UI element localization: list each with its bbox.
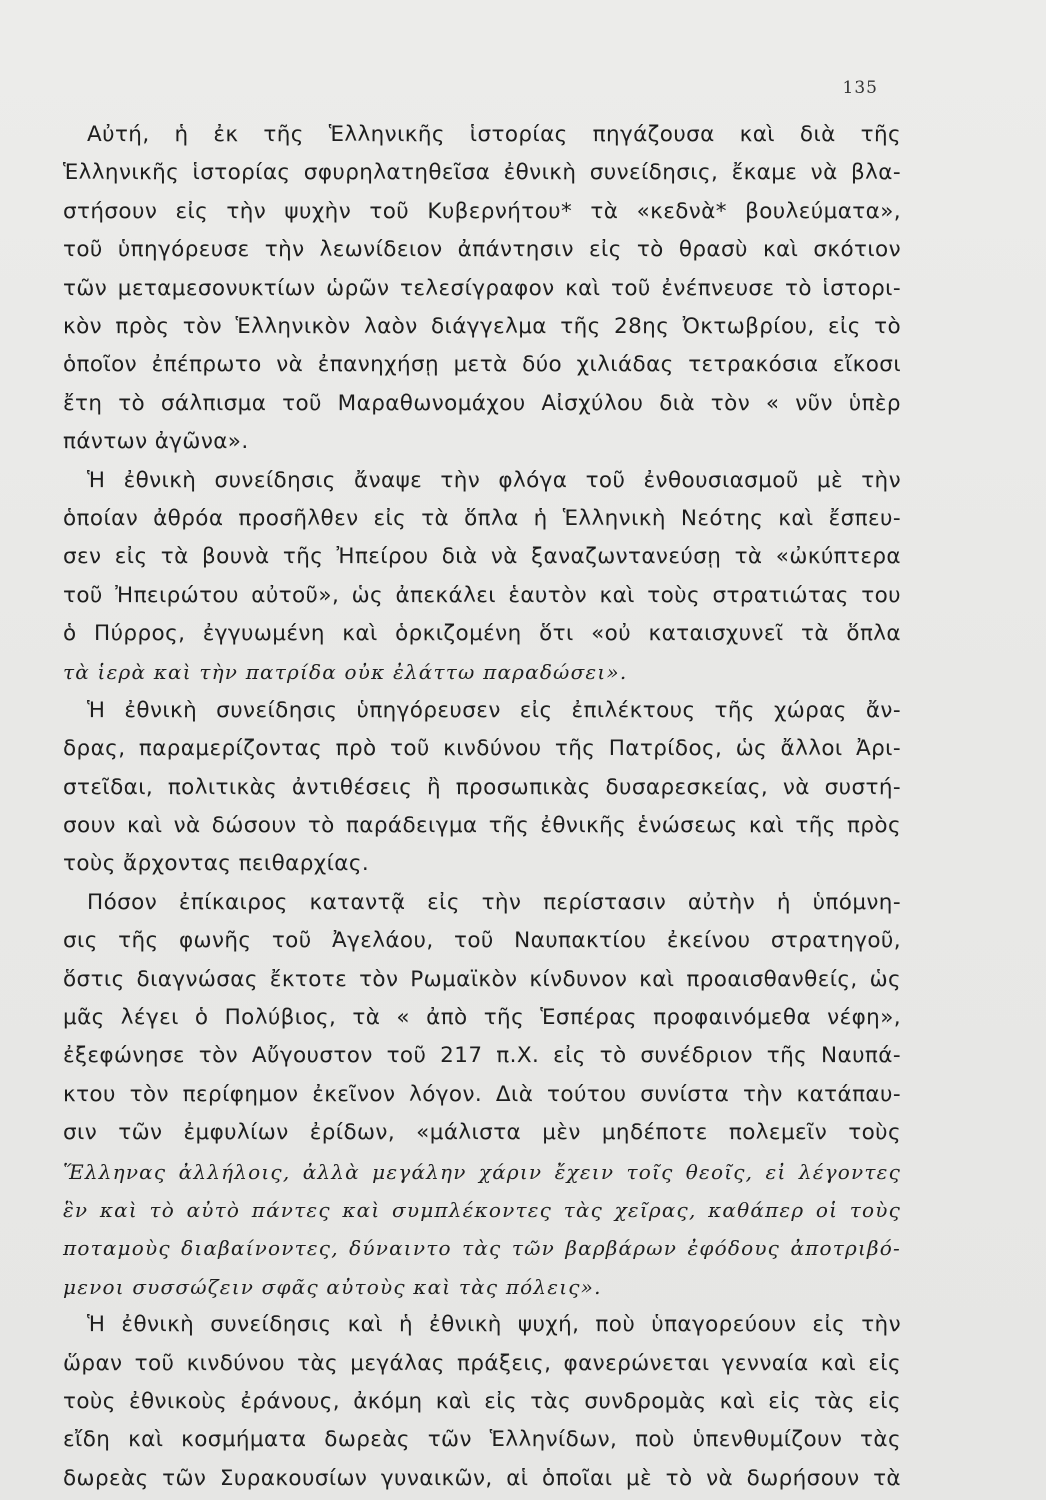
text-line: Πόσον ἐπίκαιρος καταντᾷ εἰς τὴν περίστασιν αὐτὴν ἡ ὑπόμνη- [87,889,901,915]
text-line: Ἡ ἐθνικὴ συνείδησις ὑπηγόρευσεν εἰς ἐπιλέκτους τῆς χώρας ἄν- [87,697,901,723]
text-line: δωρεὰς τῶν Συρακουσίων γυναικῶν, αἱ ὁποῖαι μὲ τὸ νὰ δωρήσουν τὰ [63,1465,901,1491]
text-line: Ἕλληνας ἀλλήλοις, ἀλλὰ μεγάλην χάριν ἔχειν τοῖς θεοῖς, εἰ λέγοντες [63,1159,901,1184]
text-line: Ἡ ἐθνικὴ συνείδησις ἄναψε τὴν φλόγα τοῦ ἐνθουσιασμοῦ μὲ τὴν [87,467,901,493]
text-line: πάντων ἀγῶνα». [63,429,249,455]
text-line: ὁποίαν ἀθρόα προσῆλθεν εἰς τὰ ὅπλα ἡ Ἑλληνικὴ Νεότης καὶ ἔσπευ- [63,505,901,531]
text-line: μᾶς λέγει ὁ Πολύβιος, τὰ « ἀπὸ τῆς Ἑσπέρας προφαινόμεθα νέφη», [63,1004,901,1030]
text-line: ὁ Πύρρος, ἐγγυωμένη καὶ ὁρκιζομένη ὅτι «οὐ καταισχυνεῖ τὰ ὅπλα [63,621,901,647]
text-line: κτου τὸν περίφημον ἐκεῖνον λόγον. Διὰ τούτου συνίστα τὴν κατάπαυ- [63,1081,901,1107]
body-text [63,116,901,1498]
paragraph-5 [63,1306,901,1498]
text-line: σεν εἰς τὰ βουνὰ τῆς Ἠπείρου διὰ νὰ ξαναζωντανεύσῃ τὰ «ὠκύπτερα [63,544,901,570]
text-line: μενοι συσσώζειν σφᾶς αὐτοὺς καὶ τὰς πόλεις». [63,1274,602,1299]
paragraph-3 [63,692,901,884]
text-line: Αὐτή, ἡ ἐκ τῆς Ἑλληνικῆς ἱστορίας πηγάζουσα καὶ διὰ τῆς [87,122,901,147]
text-line: τοῦ Ἠπειρώτου αὐτοῦ», ὡς ἀπεκάλει ἑαυτὸν καὶ τοὺς στρατιώτας του [63,582,901,608]
text-line: δρας, παραμερίζοντας πρὸ τοῦ κινδύνου τῆς Πατρίδος, ὡς ἄλλοι Ἀρι- [63,736,901,762]
text-line: ἔτη τὸ σάλπισμα τοῦ Μαραθωνομάχου Αἰσχύλου διὰ τὸν « νῦν ὑπὲρ [63,390,901,416]
text-line: κὸν πρὸς τὸν Ἑλληνικὸν λαὸν διάγγελμα τῆς 28ης Ὀκτωβρίου, εἰς τὸ [63,313,901,339]
paragraph-4 [63,884,901,1306]
page-number: 135 [842,78,878,98]
paragraph-1 [63,116,901,462]
text-line: στεῖδαι, πολιτικὰς ἀντιθέσεις ἢ προσωπικὰς δυσαρεσκείας, νὰ συστή- [63,774,901,800]
text-line: στήσουν εἰς τὴν ψυχὴν τοῦ Κυβερνήτου* τὰ «κεδνὰ* βουλεύματα», [63,198,901,224]
text-line: Ἡ ἐθνικὴ συνείδησις καὶ ἡ ἐθνικὴ ψυχή, ποὺ ὑπαγορεύουν εἰς τὴν [87,1312,901,1338]
text-line: τοὺς ἐθνικοὺς ἐράνους, ἀκόμη καὶ εἰς τὰς συνδρομὰς καὶ εἰς τὰς εἰς [63,1388,901,1414]
text-line: ὅστις διαγνώσας ἔκτοτε τὸν Ρωμαϊκὸν κίνδυνον καὶ προαισθανθείς, ὡς [63,966,901,992]
text-line: σιν τῶν ἐμφυλίων ἐρίδων, «μάλιστα μὲν μηδέποτε πολεμεῖν τοὺς [63,1120,901,1146]
text-line: ἓν καὶ τὸ αὐτὸ πάντες καὶ συμπλέκοντες τὰς χεῖρας, καθάπερ οἱ τοὺς [63,1197,901,1222]
text-line: ὁποῖον ἐπέπρωτο νὰ ἐπανηχήσῃ μετὰ δύο χιλιάδας τετρακόσια εἴκοσι [63,352,901,378]
text-line: τῶν μεταμεσονυκτίων ὡρῶν τελεσίγραφον καὶ τοῦ ἐνέπνευσε τὸ ἱστορι- [63,275,901,301]
text-line: ποταμοὺς διαβαίνοντες, δύναιντο τὰς τῶν βαρβάρων ἐφόδους ἀποτριβό- [63,1236,901,1261]
text-line: τοὺς ἄρχοντας πειθαρχίας. [63,851,370,877]
text-line: σις τῆς φωνῆς τοῦ Ἀγελάου, τοῦ Ναυπακτίου ἐκείνου στρατηγοῦ, [63,928,901,954]
text-line: τὰ ἱερὰ καὶ τὴν πατρίδα οὐκ ἐλάττω παραδώσει». [63,660,628,685]
text-line: σουν καὶ νὰ δώσουν τὸ παράδειγμα τῆς ἐθνικῆς ἑνώσεως καὶ τῆς πρὸς [63,813,901,839]
text-line: τοῦ ὑπηγόρευσε τὴν λεωνίδειον ἀπάντησιν εἰς τὸ θρασὺ καὶ σκότιον [63,237,901,263]
text-line: εἴδη καὶ κοσμήματα δωρεὰς τῶν Ἑλληνίδων, ποὺ ὑπενθυμίζουν τὰς [63,1427,901,1453]
text-line: ὥραν τοῦ κινδύνου τὰς μεγάλας πράξεις, φανερώνεται γενναία καὶ εἰς [63,1350,901,1376]
paragraph-2 [63,462,901,692]
text-line: ἐξεφώνησε τὸν Αὔγουστον τοῦ 217 π.Χ. εἰς τὸ συνέδριον τῆς Ναυπά- [63,1043,901,1069]
text-line: Ἑλληνικῆς ἱστορίας σφυρηλατηθεῖσα ἐθνικὴ συνείδησις, ἔκαμε νὰ βλα- [63,160,901,186]
